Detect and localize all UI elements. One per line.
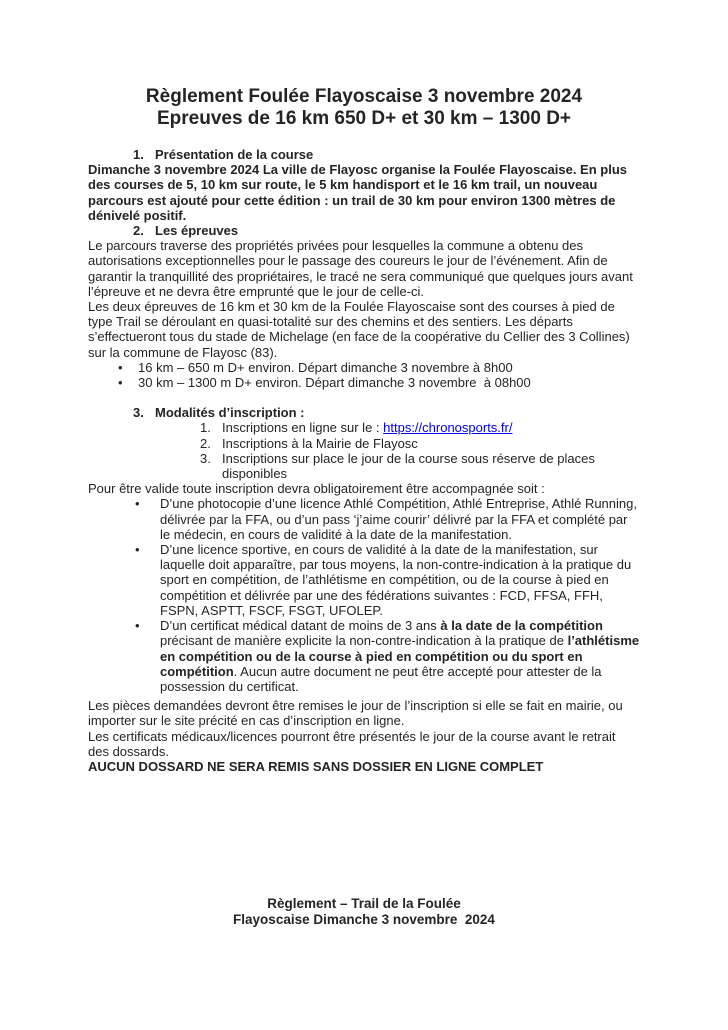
item-text: [222, 420, 640, 435]
text-segment: précisant de manière explicite la non-contre-indication à la pratique de: [160, 618, 607, 649]
paragraph-presentation: Dimanche 3 novembre 2024 La ville de Flayosc organise la Foulée Flayoscaise. En plus des courses de 5, 10 km sur route, le 5 km handisport et le 16 km trail, un nouveau parcours est ajouté pour cette édition : un trail de 30 km pour environ 1300 mètres de dénivelé positif.: [88, 162, 631, 223]
bullet-marker: •: [118, 359, 123, 375]
document-title: [88, 86, 640, 130]
requirement-item-certificat-medical: [88, 618, 643, 694]
paragraph-certificats-medicaux: Les certificats médicaux/licences pourront être présentés le jour de la course avant le retrait des dossards.: [88, 728, 620, 759]
requirement-item-licence-sportive: [88, 542, 640, 618]
inscription-option-mairie: [88, 436, 640, 451]
text-segment: D’un certificat médical datant de moins de 3 ans: [160, 618, 441, 634]
bullet-marker: •: [118, 375, 123, 391]
bullet-marker: •: [135, 542, 140, 558]
requirement-item-licence-ffa: [88, 496, 640, 542]
item-text: Inscriptions sur place le jour de la course sous réserve de places disponibles: [222, 450, 599, 482]
section-heading-presentation: [88, 147, 640, 162]
item-number: 1.: [200, 420, 211, 436]
paragraph-aucun-dossard: AUCUN DOSSARD NE SERA REMIS SANS DOSSIER EN LIGNE COMPLET: [88, 758, 544, 774]
section-heading-text: Modalités d’inscription :: [155, 405, 305, 421]
inscription-options-list: [88, 420, 640, 481]
list-item-text: 16 km – 650 m D+ environ. Départ dimanche 3 novembre à 8h00: [138, 359, 513, 375]
paragraph-parcours: Le parcours traverse des propriétés privées pour lesquelles la commune a obtenu des autorisations exceptionnelles pour le passage des coureurs le jour de l’événement. Afin de garantir la tranquillité des propriétaires, le tracé ne sera communiqué que quelques jours avant l’épreuve et ne devra être emprunté que le jour de celle-ci.: [88, 238, 637, 299]
section-heading-text: Les épreuves: [155, 223, 239, 239]
section-number: 3.: [133, 405, 144, 421]
item-text: Inscriptions à la Mairie de Flayosc: [222, 435, 418, 451]
bullet-item-16km: [88, 360, 640, 375]
text-segment: D’une licence sportive, en cours de validité à la date de la manifestation, sur laquelle doit apparaître, par tous moyens, la non-contre-indication à la pratique du sport en compétition, de l’athlétisme en compétition, ou de la course à pied en compétition et délivrée par une des fédérations suivantes : FCD, FFSA, FFH, FSPN, ASPTT, FSCF, FSGT, UFOLEP.: [160, 542, 635, 618]
text-segment: Inscriptions en ligne sur le :: [222, 420, 384, 436]
inscription-option-surplace: [88, 451, 640, 481]
text-segment: l’athlétisme en compétition ou de la course à pied en compétition ou du sport en compétition: [160, 633, 643, 679]
item-number: 2.: [200, 435, 211, 451]
bullet-item-30km: [88, 375, 640, 390]
footer-line-2: Flayoscaise Dimanche 3 novembre 2024: [233, 912, 495, 927]
section-heading-text: Présentation de la course: [155, 147, 314, 162]
section-number: 2.: [133, 223, 144, 239]
list-item-text: [160, 542, 640, 618]
closing-block: [88, 698, 640, 774]
item-number: 3.: [200, 450, 211, 466]
licence-requirements-list: [88, 496, 643, 694]
list-item-text: [160, 618, 643, 694]
inscription-option-online: [88, 420, 640, 435]
section-heading-epreuves: [88, 223, 640, 238]
bullet-marker: •: [135, 496, 140, 512]
section-heading-inscription: [88, 405, 640, 420]
paragraph-pieces-demandees: Les pièces demandées devront être remises le jour de l’inscription si elle se fait en mairie, ou importer sur le site précité en cas d’inscription en ligne.: [88, 698, 627, 729]
list-item-text: 30 km – 1300 m D+ environ. Départ dimanche 3 novembre à 08h00: [138, 375, 531, 391]
paragraph-epreuves-detail: Les deux épreuves de 16 km et 30 km de la Foulée Flayoscaise sont des courses à pied de type Trail se déroulant en quasi-totalité sur des chemins et des sentiers. Les départs s’effectueront tous du stade de Michelage (en face de la coopérative du Cellier des 3 Collines) sur la commune de Flayosc (83).: [88, 299, 634, 360]
bullet-marker: •: [135, 618, 140, 634]
chronosports-link[interactable]: https://chronosports.fr/: [383, 420, 513, 436]
text-segment: D’une photocopie d’une licence Athlé Compétition, Athlé Entreprise, Athlé Running, délivrée par la FFA, ou d’un pass ‘j’aime courir’ délivré par la FFA et complété par le médecin, en cours de validité à la date de la manifestation.: [160, 496, 641, 542]
page-footer: [0, 896, 728, 928]
section-number: 1.: [133, 147, 144, 162]
list-item-text: [160, 496, 640, 542]
paragraph-validite: Pour être valide toute inscription devra obligatoirement être accompagnée soit :: [88, 481, 545, 497]
title-line-1: Règlement Foulée Flayoscaise 3 novembre 2024: [145, 86, 583, 107]
distance-bullet-list: [88, 360, 640, 390]
title-line-2: Epreuves de 16 km 650 D+ et 30 km – 1300 D+: [156, 108, 572, 129]
text-segment: . Aucun autre document ne peut être accepté pour attester de la possession du certificat.: [160, 663, 606, 694]
text-segment: à la date de la compétition: [440, 618, 603, 634]
footer-line-1: Règlement – Trail de la Foulée: [267, 896, 461, 911]
